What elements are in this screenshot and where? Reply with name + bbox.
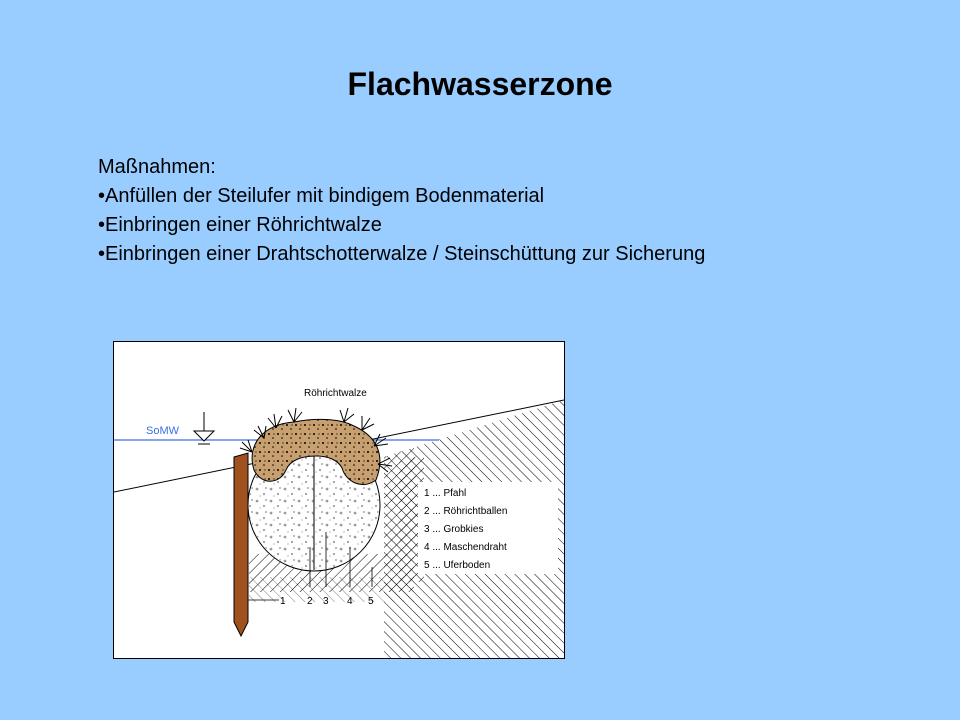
marker-3: 3 [323,596,329,607]
bullet-item-1: •Anfüllen der Steilufer mit bindigem Bodenmaterial [98,185,545,207]
legend-item-2: 2 ... Röhrichtballen [424,506,508,517]
diagram-canvas [114,342,564,658]
bullet-item-3: •Einbringen einer Drahtschotterwalze / Steinschüttung zur Sicherung [98,243,706,265]
water-label: SoMW [146,425,179,437]
legend-item-1: 1 ... Pfahl [424,488,467,499]
pile [234,453,248,636]
legend-item-5: 5 ... Uferboden [424,560,491,571]
marker-5: 5 [368,596,374,607]
legend-item-4: 4 ... Maschendraht [424,542,507,553]
roll-label: Röhrichtwalze [304,388,367,399]
marker-4: 4 [347,596,353,607]
bullet-intro: Maßnahmen: [98,156,216,178]
slide-title: Flachwasserzone [347,66,613,102]
legend-item-3: 3 ... Grobkies [424,524,484,535]
cross-section-diagram [113,341,565,659]
legend [418,482,558,574]
bullet-item-2: •Einbringen einer Röhrichtwalze [98,214,382,236]
marker-2: 2 [307,596,313,607]
marker-1: 1 [280,596,286,607]
water-level-symbol [194,412,214,444]
bullet-list [98,153,705,269]
